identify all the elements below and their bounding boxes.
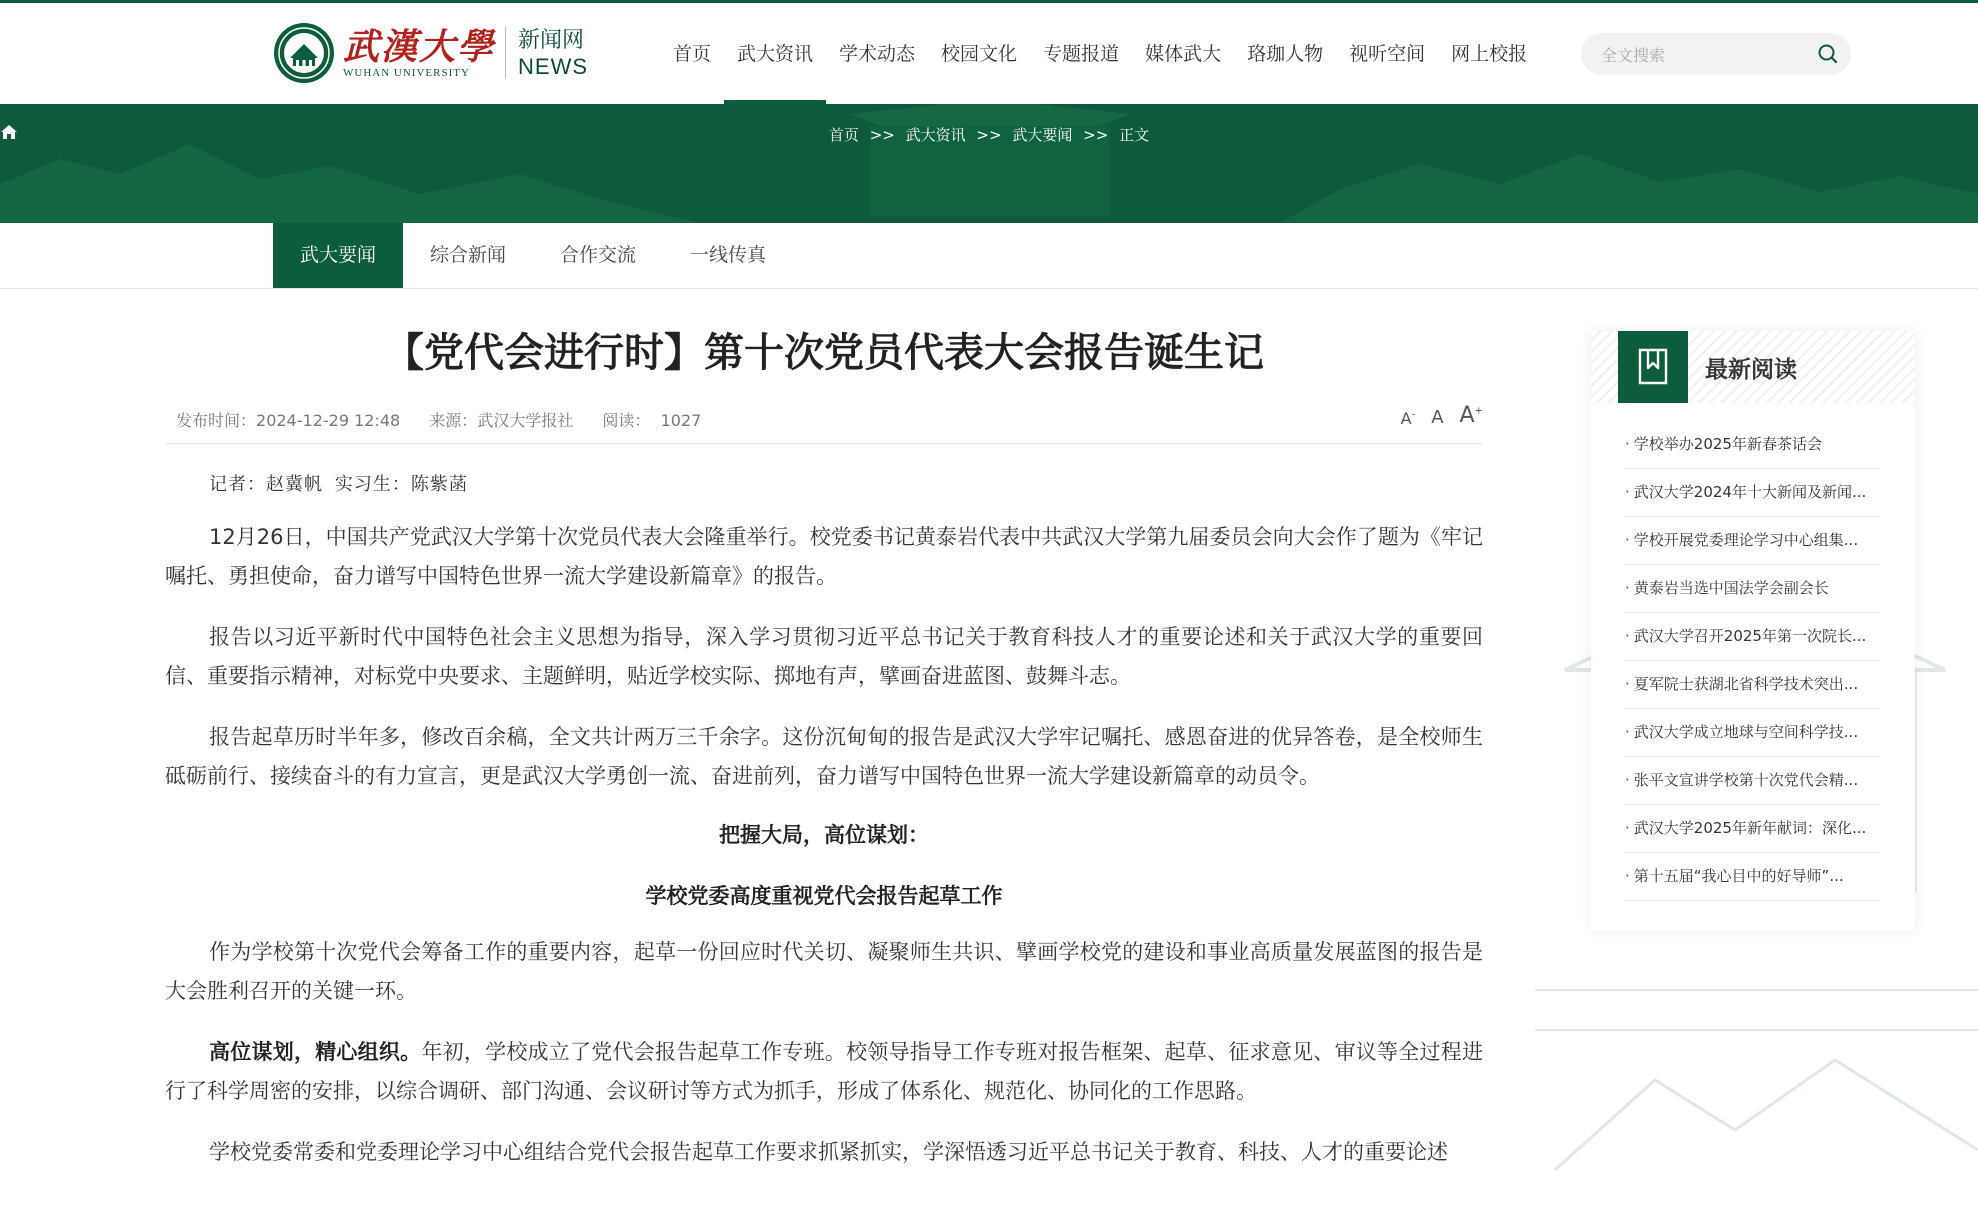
- article-paragraph: 12月26日，中国共产党武汉大学第十次党员代表大会隆重举行。校党委书记黄泰岩代表中共武汉大学第九届委员会向大会作了题为《牢记嘱托、勇担使命，奋力谱写中国特色世界一流大学建设新篇章》的报告。: [165, 525, 1483, 588]
- section-subheading: 学校党委高度重视党代会报告起草工作: [645, 884, 1003, 908]
- banner-mountain-decoration: [0, 104, 1978, 223]
- paragraph-lead-bold: 高位谋划，精心组织。: [209, 1040, 422, 1064]
- logo-site-name: 新闻网: [518, 28, 585, 53]
- list-item[interactable]: · 武汉大学成立地球与空间科学技...: [1625, 709, 1879, 757]
- logo-english-name: WUHAN UNIVERSITY: [343, 67, 470, 79]
- source-label: 来源：: [429, 411, 478, 430]
- font-default-button[interactable]: A: [1431, 407, 1444, 428]
- tab-general-news[interactable]: 综合新闻: [430, 244, 507, 266]
- main-nav: [660, 3, 1540, 104]
- logo-chinese-name: 武漢大學: [343, 26, 496, 68]
- tab-cooperation[interactable]: 合作交流: [560, 244, 637, 266]
- nav-campus-culture[interactable]: 校园文化: [941, 43, 1018, 65]
- article-title: 【党代会进行时】第十次党员代表大会报告诞生记: [384, 330, 1264, 376]
- article-paragraph: 作为学校第十次党代会筹备工作的重要内容，起草一份回应时代关切、凝聚师生共识、擘画学校党的建设和事业高质量发展蓝图的报告是大会胜利召开的关键一环。: [165, 940, 1483, 1003]
- list-item[interactable]: · 学校举办2025年新春茶话会: [1625, 421, 1879, 469]
- search-box: [1581, 33, 1851, 75]
- paragraph-text: 年初，学校成立了党代会报告起草工作专班。校领导指导工作专班对报告框架、起草、征求意见、审议等全过程进行了科学周密的安排，以综合调研、部门沟通、会议研讨等方式为抓手，形成了体系化、规范化、协同化的工作思路。: [165, 1040, 1483, 1103]
- panel-header: [1591, 331, 1915, 403]
- breadcrumb-whu-news[interactable]: 武大资讯: [905, 126, 966, 144]
- breadcrumb-separator: >>: [976, 126, 1002, 144]
- list-item[interactable]: · 黄泰岩当选中国法学会副会长: [1625, 565, 1879, 613]
- nav-special-reports[interactable]: 专题报道: [1043, 43, 1120, 65]
- nav-academic[interactable]: 学术动态: [839, 43, 916, 65]
- tab-frontline[interactable]: 一线传真: [690, 244, 767, 266]
- breadcrumb-current: 正文: [1119, 126, 1150, 144]
- nav-newspaper[interactable]: 网上校报: [1451, 43, 1528, 65]
- article-meta: [165, 403, 1483, 444]
- logo-site-name-en: NEWS: [518, 54, 589, 79]
- article-paragraph: 学校党委常委和党委理论学习中心组结合党代会报告起草工作要求抓紧抓实，学深悟透习近平总书记关于教育、科技、人才的重要论述: [209, 1140, 1448, 1164]
- sub-nav: [0, 223, 1978, 289]
- font-smaller-button[interactable]: A-: [1400, 409, 1416, 428]
- nav-media[interactable]: 媒体武大: [1145, 43, 1222, 65]
- panel-icon-box: [1618, 331, 1688, 403]
- nav-home[interactable]: 首页: [673, 43, 712, 65]
- publish-label: 发布时间：: [176, 411, 257, 430]
- search-icon[interactable]: [1815, 41, 1841, 67]
- breadcrumb: [0, 124, 1978, 145]
- list-item[interactable]: · 学校开展党委理论学习中心组集...: [1625, 517, 1879, 565]
- nav-people[interactable]: 珞珈人物: [1247, 43, 1324, 65]
- article-paragraph: 报告以习近平新时代中国特色社会主义思想为指导，深入学习贯彻习近平总书记关于教育科技人才的重要论述和关于武汉大学的重要回信、重要指示精神，对标党中央要求、主题鲜明，贴近学校实际、掷地有声，擘画奋进蓝图、鼓舞斗志。: [165, 625, 1483, 688]
- search-input[interactable]: [1599, 33, 1803, 77]
- article-source: 武汉大学报社: [477, 411, 574, 430]
- university-seal-icon: [273, 22, 335, 84]
- article-byline: 记者：赵冀帆 实习生：陈紫菡: [209, 474, 468, 495]
- breadcrumb-headlines[interactable]: 武大要闻: [1012, 126, 1073, 144]
- font-size-controls: [1401, 403, 1483, 428]
- breadcrumb-separator: >>: [869, 126, 895, 144]
- home-icon: [0, 124, 18, 140]
- panel-title: 最新阅读: [1705, 356, 1797, 383]
- bookmark-book-icon: [1637, 348, 1669, 386]
- list-item[interactable]: · 夏军院士获湖北省科学技术突出...: [1625, 661, 1879, 709]
- site-logo[interactable]: [273, 22, 588, 84]
- page-banner: [0, 104, 1978, 223]
- list-item[interactable]: · 武汉大学召开2025年第一次院长...: [1625, 613, 1879, 661]
- breadcrumb-separator: >>: [1083, 126, 1109, 144]
- breadcrumb-home[interactable]: 首页: [828, 126, 859, 144]
- latest-reading-list: [1625, 421, 1879, 901]
- font-larger-button[interactable]: A+: [1459, 403, 1483, 428]
- tab-headlines[interactable]: 武大要闻: [273, 223, 403, 288]
- list-item[interactable]: · 武汉大学2024年十大新闻及新闻...: [1625, 469, 1879, 517]
- publish-time: 2024-12-29 12:48: [256, 411, 401, 430]
- section-heading: 把握大局，高位谋划：: [719, 823, 929, 847]
- nav-video[interactable]: 视听空间: [1349, 43, 1426, 65]
- article-paragraph: 报告起草历时半年多，修改百余稿，全文共计两万三千余字。这份沉甸甸的报告是武汉大学牢记嘱托、感恩奋进的优异答卷，是全校师生砥砺前行、接续奋斗的有力宣言，更是武汉大学勇创一流、奋进前列，奋力谱写中国特色世界一流大学建设新篇章的动员令。: [165, 725, 1483, 788]
- logo-divider: [505, 27, 506, 79]
- nav-whu-news[interactable]: 武大资讯: [724, 3, 826, 104]
- article: [165, 288, 1483, 1193]
- latest-reading-panel: [1591, 331, 1915, 931]
- list-item[interactable]: · 武汉大学2025年新年献词：深化...: [1625, 805, 1879, 853]
- site-header: [0, 3, 1978, 104]
- article-paragraph: [165, 1033, 1483, 1111]
- views-label: 阅读：: [602, 411, 651, 430]
- list-item[interactable]: · 第十五届“我心目中的好导师”...: [1625, 853, 1879, 901]
- view-count: 1027: [660, 411, 702, 430]
- list-item[interactable]: · 张平文宣讲学校第十次党代会精...: [1625, 757, 1879, 805]
